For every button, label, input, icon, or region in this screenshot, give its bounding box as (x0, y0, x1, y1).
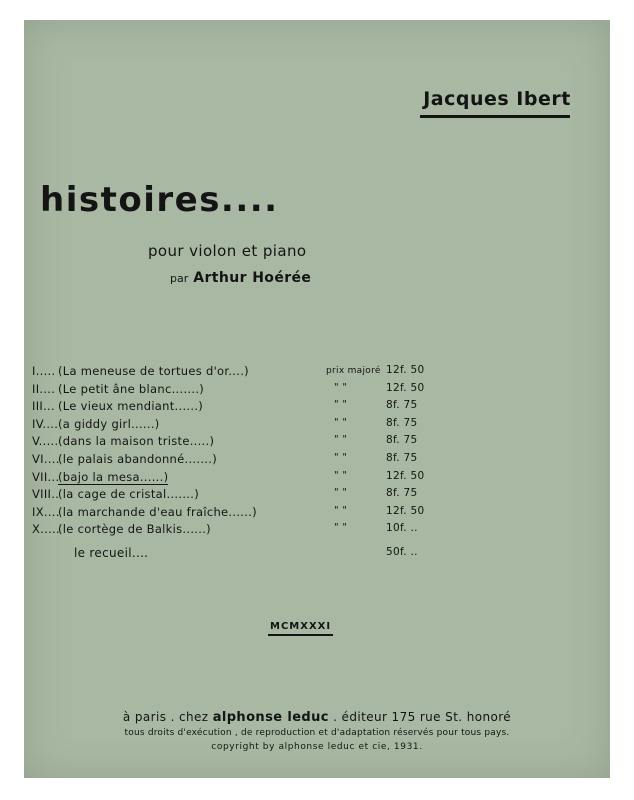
rights-notice: tous droits d'exécution , de reproduction et d'adaptation réservés pour tous pays. (124, 728, 510, 738)
collection-label: le recueil.... (74, 545, 149, 560)
piece-title: (bajo la mesa......) (58, 469, 169, 484)
piece-price: 12f. 50 (386, 364, 425, 376)
piece-row (32, 364, 592, 382)
piece-row (32, 434, 592, 452)
piece-row (32, 417, 592, 435)
ditto-marks: " " (334, 504, 348, 516)
collection-price: 50f. .. (386, 545, 418, 558)
ditto-marks: " " (334, 487, 348, 499)
ditto-marks: " " (334, 381, 348, 393)
piece-title-wrap (58, 470, 168, 484)
piece-title: (le palais abandonné.......) (58, 451, 217, 466)
piece-title-wrap (58, 487, 199, 501)
ditto-marks: " " (334, 451, 348, 463)
arranger-line (170, 270, 311, 286)
publisher-imprint (24, 710, 610, 756)
publication-year: MCMXXXI (268, 621, 333, 636)
piece-title: (le cortège de Balkis......) (58, 522, 211, 537)
ditto-marks: " " (334, 416, 348, 428)
piece-row (32, 470, 592, 488)
piece-title-wrap (58, 382, 204, 396)
composer-name: Jacques Ibert (423, 88, 571, 110)
piece-title-wrap (58, 434, 214, 448)
piece-row (32, 505, 592, 523)
piece-number: VI.... (32, 451, 60, 466)
piece-title-wrap (58, 417, 160, 431)
piece-number: II.... (32, 381, 56, 396)
piece-row (32, 399, 592, 417)
piece-row (32, 382, 592, 400)
piece-price: 8f. 75 (386, 416, 418, 429)
imprint-line (24, 710, 610, 728)
ditto-marks: " " (334, 469, 348, 481)
piece-number: V..... (32, 434, 59, 449)
piece-title: (dans la maison triste.....) (58, 434, 215, 449)
piece-title: (la marchande d'eau fraîche......) (58, 504, 257, 519)
imprint-city: à paris . chez (122, 710, 209, 724)
piece-price: 8f. 75 (386, 434, 418, 447)
copyright-notice: copyright by alphonse leduc et cie, 1931. (211, 742, 423, 752)
piece-title-wrap (58, 399, 203, 413)
arranger-name: Arthur Hoérée (193, 270, 312, 286)
piece-row (32, 452, 592, 470)
piece-title-wrap (58, 522, 211, 536)
ditto-marks: " " (334, 399, 348, 411)
piece-title: (a giddy girl......) (58, 416, 160, 431)
piece-list (32, 364, 592, 564)
piece-price: 10f. .. (386, 522, 418, 535)
piece-price: 12f. 50 (386, 504, 425, 517)
piece-price: 8f. 75 (386, 451, 418, 464)
piece-title: (la cage de cristal.......) (58, 487, 199, 502)
piece-title: (Le petit âne blanc.......) (58, 381, 205, 396)
collection-row (32, 546, 592, 564)
piece-number: III... (32, 399, 55, 414)
price-label: prix majoré (326, 366, 381, 376)
piece-price: 12f. 50 (386, 469, 425, 482)
piece-title: (La meneuse de tortues d'or....) (58, 364, 249, 378)
piece-price: 12f. 50 (386, 381, 425, 394)
piece-row (32, 487, 592, 505)
piece-title-wrap (58, 364, 249, 378)
arranger-prefix: par (170, 272, 189, 285)
piece-number: IX.... (32, 504, 60, 519)
publisher-name: alphonse leduc (212, 710, 329, 725)
piece-title-wrap (58, 505, 257, 519)
piece-title: (Le vieux mendiant......) (58, 399, 204, 414)
piece-number: X..... (32, 522, 60, 537)
score-cover (24, 20, 610, 778)
piece-row (32, 522, 592, 540)
piece-price: 8f. 75 (386, 399, 418, 412)
piece-price: 8f. 75 (386, 487, 418, 500)
piece-number: IV.... (32, 416, 59, 431)
piece-title-wrap (58, 452, 217, 466)
work-title: histoires.... (40, 180, 279, 220)
piece-number: VIII.. (32, 487, 60, 502)
instrumentation: pour violon et piano (148, 242, 307, 260)
ditto-marks: " " (334, 522, 348, 534)
publisher-address: . éditeur 175 rue St. honoré (333, 710, 512, 724)
piece-number: VII... (32, 469, 60, 484)
ditto-marks: " " (334, 434, 348, 446)
piece-number: I..... (32, 364, 56, 378)
composer-underline (420, 115, 570, 118)
